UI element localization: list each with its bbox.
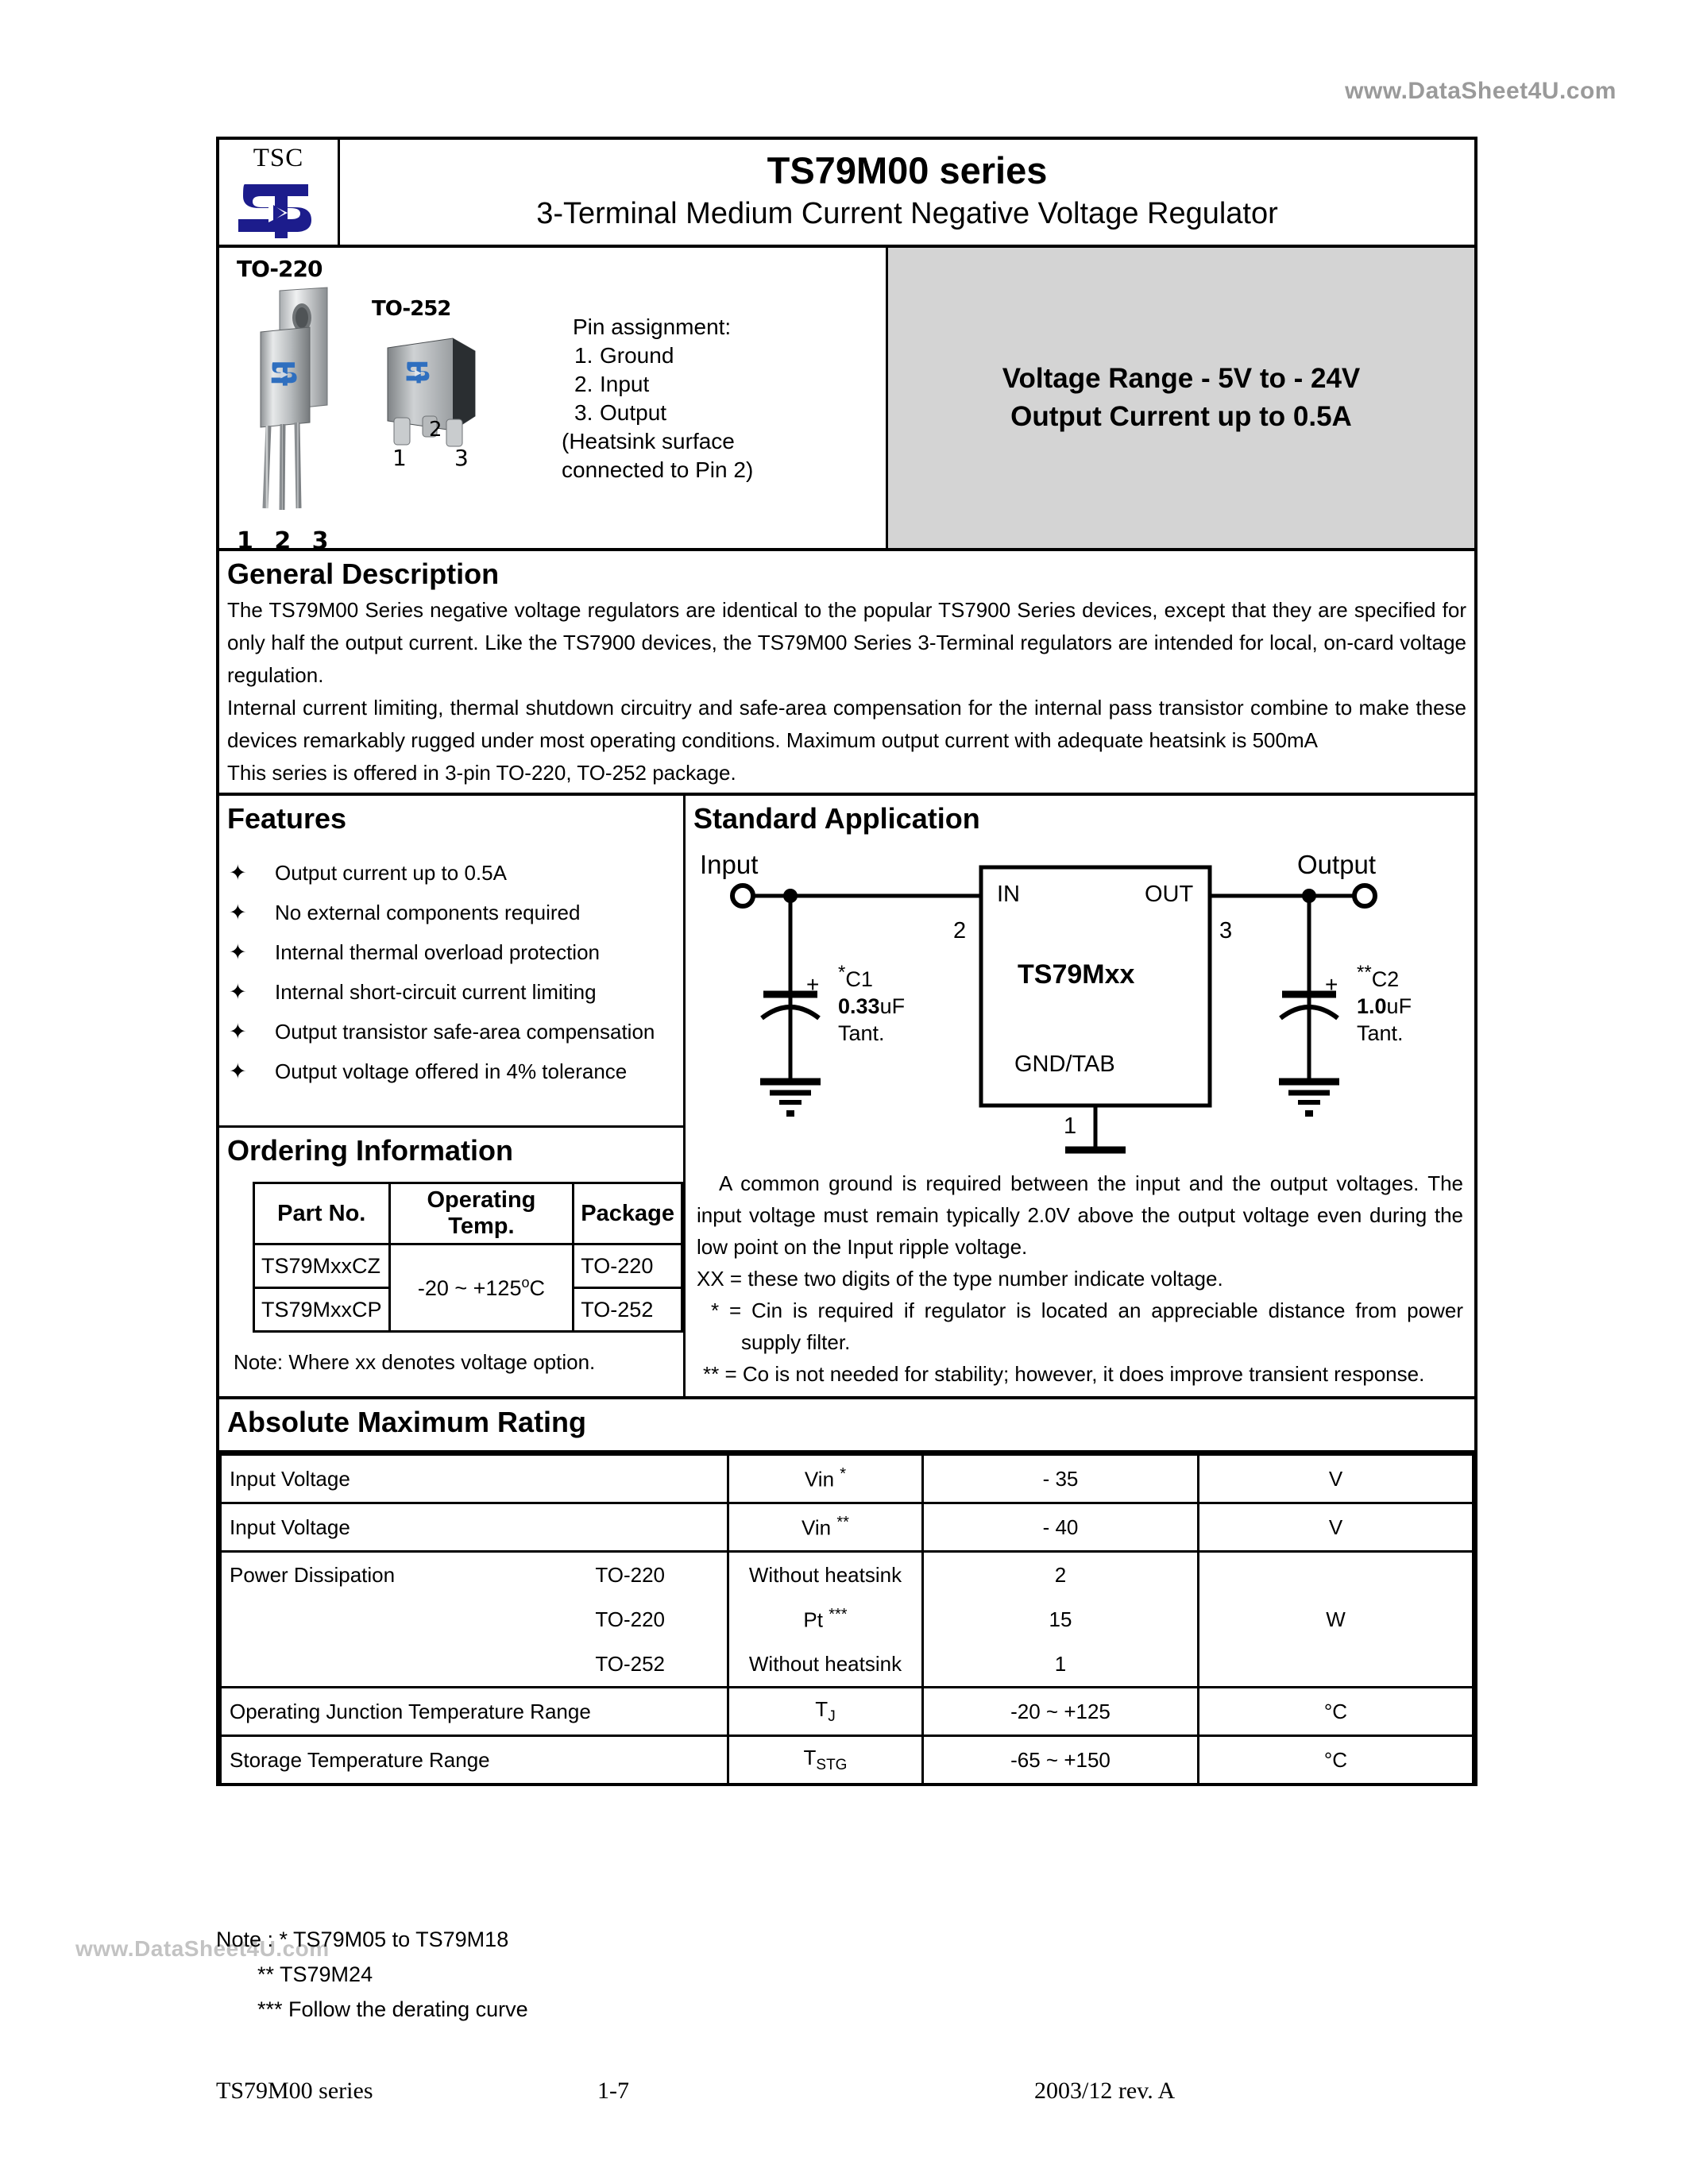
features-and-application: [219, 796, 1474, 1399]
pin-item-1: [574, 341, 803, 370]
application-paragraph-4: ** = Co is not needed for stability; however, it does improve transient response.: [703, 1362, 1425, 1386]
to252-pin-3-number: 3: [454, 445, 469, 471]
ordering-part-no-2: TS79MxxCP: [254, 1288, 390, 1332]
footer-series-name: TS79M00 series: [216, 2078, 373, 2104]
voltage-range-line: Voltage Range - 5V to - 24V: [1002, 363, 1361, 394]
circuit-pin-number-gnd: 1: [1064, 1113, 1077, 1139]
feature-label: Internal thermal overload protection: [275, 940, 601, 964]
c1-annotation: [838, 959, 905, 1047]
amr-value: - 35: [923, 1455, 1199, 1503]
pin-number-3: 3.: [574, 400, 593, 425]
to252-pin-1-number: 1: [392, 445, 407, 471]
c1-star: *: [838, 962, 846, 983]
absolute-maximum-rating-section: [219, 1399, 1474, 1783]
amr-parameter: Power Dissipation TO-220: [221, 1552, 728, 1598]
feature-item: [229, 972, 683, 1012]
c1-polarity-plus: +: [806, 972, 820, 997]
features-list: [219, 839, 683, 1091]
absolute-maximum-rating-table: [219, 1453, 1474, 1783]
footer-revision: 2003/12 rev. A: [1034, 2078, 1176, 2104]
left-column: [219, 796, 686, 1396]
pin-assignment-heading: Pin assignment:: [573, 314, 732, 339]
ordering-information-section: [219, 1128, 683, 1389]
general-description-section: [219, 551, 1474, 796]
c2-value: 1.0: [1357, 994, 1387, 1018]
to220-pin-numbers: 1 2 3: [237, 527, 335, 555]
diamond-star-icon: ✦: [229, 861, 247, 885]
c1-value: 0.33: [838, 994, 880, 1018]
c1-unit: uF: [879, 994, 906, 1018]
ordering-col-operating-temp: Operating Temp.: [389, 1183, 574, 1244]
amr-parameter: TO-220: [221, 1597, 728, 1642]
feature-item: [229, 1012, 683, 1051]
feature-item: [229, 932, 683, 972]
diamond-star-icon: ✦: [229, 901, 247, 924]
footer-page-number: 1-7: [597, 2078, 629, 2104]
table-row: [221, 1455, 1474, 1503]
ordering-col-package: Package: [574, 1183, 682, 1244]
feature-label: Output transistor safe-area compensation: [275, 1020, 655, 1044]
ordering-operating-temp: -20 ~ $+125^oC$: [389, 1244, 574, 1332]
diamond-star-icon: ✦: [229, 940, 247, 964]
amr-symbol: Pt ***: [728, 1597, 923, 1642]
pin-assignment-list: [565, 341, 803, 427]
circuit-pin-gnd-label: GND/TAB: [1014, 1051, 1115, 1077]
footnote-line-1: Note : * TS79M05 to TS79M18: [216, 1927, 509, 1951]
page-footer: [216, 2078, 1477, 2105]
application-paragraph-1: A common ground is required between the input and the output voltages. The input voltage must remain typically 2.0V above the output voltage even during the low point on the Input ripple voltage.: [697, 1171, 1463, 1259]
footnote-line-2: ** TS79M24: [257, 1962, 373, 1986]
ordering-package-1: TO-220: [574, 1244, 682, 1288]
watermark-top: www.DataSheet4U.com: [1345, 78, 1617, 104]
feature-item: [229, 1051, 683, 1091]
amr-symbol: Vin *: [728, 1455, 923, 1503]
output-current-line: Output Current up to 0.5A: [1010, 401, 1352, 432]
general-description-body: [219, 594, 1474, 793]
amr-parameter: Input Voltage: [221, 1503, 728, 1552]
circuit-output-label: Output: [1297, 850, 1377, 879]
header-titles: [340, 140, 1474, 245]
footnotes: [216, 1922, 528, 2027]
ordering-note: Note: Where xx denotes voltage option.: [234, 1350, 596, 1374]
amr-unit: °C: [1199, 1688, 1474, 1736]
input-terminal-icon: [732, 886, 753, 906]
c1-name: C1: [845, 967, 873, 991]
table-row: [254, 1244, 682, 1288]
amr-symbol: Vin **: [728, 1503, 923, 1552]
amr-parameter: Storage Temperature Range: [221, 1736, 728, 1784]
ordering-col-part-no: Part No.: [254, 1183, 390, 1244]
watermark-bottom: www.DataSheet4U.com: [75, 1936, 330, 1961]
diamond-star-icon: ✦: [229, 1059, 247, 1083]
to220-package-image: [234, 286, 384, 540]
feature-label: No external components required: [275, 901, 581, 924]
circuit-pin-in-label: IN: [997, 882, 1020, 907]
amr-value: -65 ~ +150: [923, 1736, 1199, 1784]
feature-item: [229, 893, 683, 932]
c2-polarity-plus: +: [1325, 972, 1338, 997]
feature-label: Output voltage offered in 4% tolerance: [275, 1059, 628, 1083]
absolute-maximum-rating-heading: Absolute Maximum Rating: [219, 1399, 1474, 1453]
circuit-pin-number-out: 3: [1219, 918, 1233, 943]
amr-symbol: Without heatsink: [728, 1642, 923, 1688]
c1-type: Tant.: [838, 1021, 885, 1045]
amr-symbol: Without heatsink: [728, 1552, 923, 1598]
application-notes: [686, 1164, 1474, 1396]
c2-star: **: [1357, 962, 1372, 983]
page-title: TS79M00 series: [767, 149, 1048, 191]
pin-name-1: Ground: [600, 343, 674, 368]
table-row: [221, 1688, 1474, 1736]
amr-parameter: TO-252: [221, 1642, 728, 1688]
gd-paragraph-3: This series is offered in 3-pin TO-220, TO-252 package.: [227, 761, 736, 785]
amr-value: - 40: [923, 1503, 1199, 1552]
gd-paragraph-2: Internal current limiting, thermal shutdown circuitry and safe-area compensation for the internal pass transistor combine to make these devices remarkably rugged under most operating conditions. Maximum output current with adequate heatsink is 500mA: [227, 696, 1466, 752]
standard-application-section: [686, 796, 1474, 1396]
diamond-star-icon: ✦: [229, 1020, 247, 1044]
amr-unit: V: [1199, 1503, 1474, 1552]
c2-type: Tant.: [1357, 1021, 1404, 1045]
amr-parameter: Input Voltage: [221, 1455, 728, 1503]
pin-assignment-block: [562, 313, 803, 484]
output-terminal-icon: [1354, 886, 1375, 906]
ordering-table-header-row: [254, 1183, 682, 1244]
circuit-pin-number-in: 2: [953, 918, 967, 943]
amr-unit: W: [1199, 1552, 1474, 1688]
company-logo: [219, 140, 340, 245]
to220-label: TO-220: [237, 256, 323, 282]
footnote-line-3: *** Follow the derating curve: [257, 1997, 528, 2021]
circuit-input-label: Input: [700, 850, 759, 879]
diamond-star-icon: ✦: [229, 980, 247, 1004]
heatsink-note-line2: connected to Pin 2): [562, 457, 754, 482]
amr-unit: °C: [1199, 1736, 1474, 1784]
to252-label: TO-252: [372, 297, 451, 321]
to252-package-image: [370, 334, 505, 477]
circuit-pin-out-label: OUT: [1145, 882, 1194, 907]
feature-label: Internal short-circuit current limiting: [275, 980, 597, 1004]
c2-name: C2: [1371, 967, 1400, 991]
pin-name-3: Output: [600, 400, 667, 425]
gd-paragraph-1: The TS79M00 Series negative voltage regulators are identical to the popular TS7900 Series devices, except that they are specified for only half the output current. Like the TS7900 devices, the TS79M00 Series 3-Terminal regulators are intended for local, on-card voltage regulation.: [227, 598, 1466, 687]
ordering-package-2: TO-252: [574, 1288, 682, 1332]
heatsink-note-line1: (Heatsink surface: [562, 429, 735, 453]
amr-value: 2: [923, 1552, 1199, 1598]
package-band: [219, 248, 1474, 555]
amr-unit: V: [1199, 1455, 1474, 1503]
package-illustrations: [219, 248, 888, 555]
pin-name-2: Input: [600, 372, 650, 396]
tsc-s-mark-icon: [219, 172, 338, 241]
c2-annotation: [1357, 959, 1412, 1047]
page-subtitle: 3-Terminal Medium Current Negative Voltage Regulator: [536, 197, 1278, 230]
amr-value: 15: [923, 1597, 1199, 1642]
to252-pin-2-number: 2: [429, 418, 442, 442]
standard-application-heading: Standard Application: [693, 802, 980, 835]
general-description-heading: General Description: [227, 558, 500, 590]
table-row: [221, 1503, 1474, 1552]
datasheet-page-frame: [216, 137, 1477, 1786]
pin-number-1: 1.: [574, 343, 593, 368]
header: [219, 140, 1474, 248]
application-paragraph-2: XX = these two digits of the type number indicate voltage.: [697, 1267, 1223, 1291]
application-circuit-diagram: [686, 839, 1474, 1164]
pin-item-3: [574, 399, 803, 427]
amr-parameter: Operating Junction Temperature Range: [221, 1688, 728, 1736]
amr-value: -20 ~ +125: [923, 1688, 1199, 1736]
application-paragraph-3: * = Cin is required if regulator is located an appreciable distance from power supply filter.: [711, 1298, 1463, 1354]
pin-number-2: 2.: [574, 372, 593, 396]
pin-item-2: [574, 370, 803, 399]
amr-symbol: $T_J$: [728, 1688, 923, 1736]
table-row: [221, 1552, 1474, 1598]
logo-text-tsc: TSC: [253, 144, 304, 172]
feature-label: Output current up to 0.5A: [275, 861, 507, 885]
highlight-text: [1002, 360, 1361, 436]
feature-item: [229, 853, 683, 893]
amr-value: 1: [923, 1642, 1199, 1688]
amr-symbol: $T_{STG}$: [728, 1736, 923, 1784]
ordering-part-no-1: TS79MxxCZ: [254, 1244, 390, 1288]
features-section: [219, 796, 683, 1128]
circuit-ic-name: TS79Mxx: [1018, 959, 1135, 990]
ordering-information-heading: Ordering Information: [227, 1134, 513, 1167]
highlight-box: [888, 248, 1474, 548]
features-heading: Features: [227, 802, 347, 835]
ordering-table: [253, 1182, 683, 1333]
c2-unit: uF: [1386, 994, 1412, 1018]
table-row: [221, 1736, 1474, 1784]
